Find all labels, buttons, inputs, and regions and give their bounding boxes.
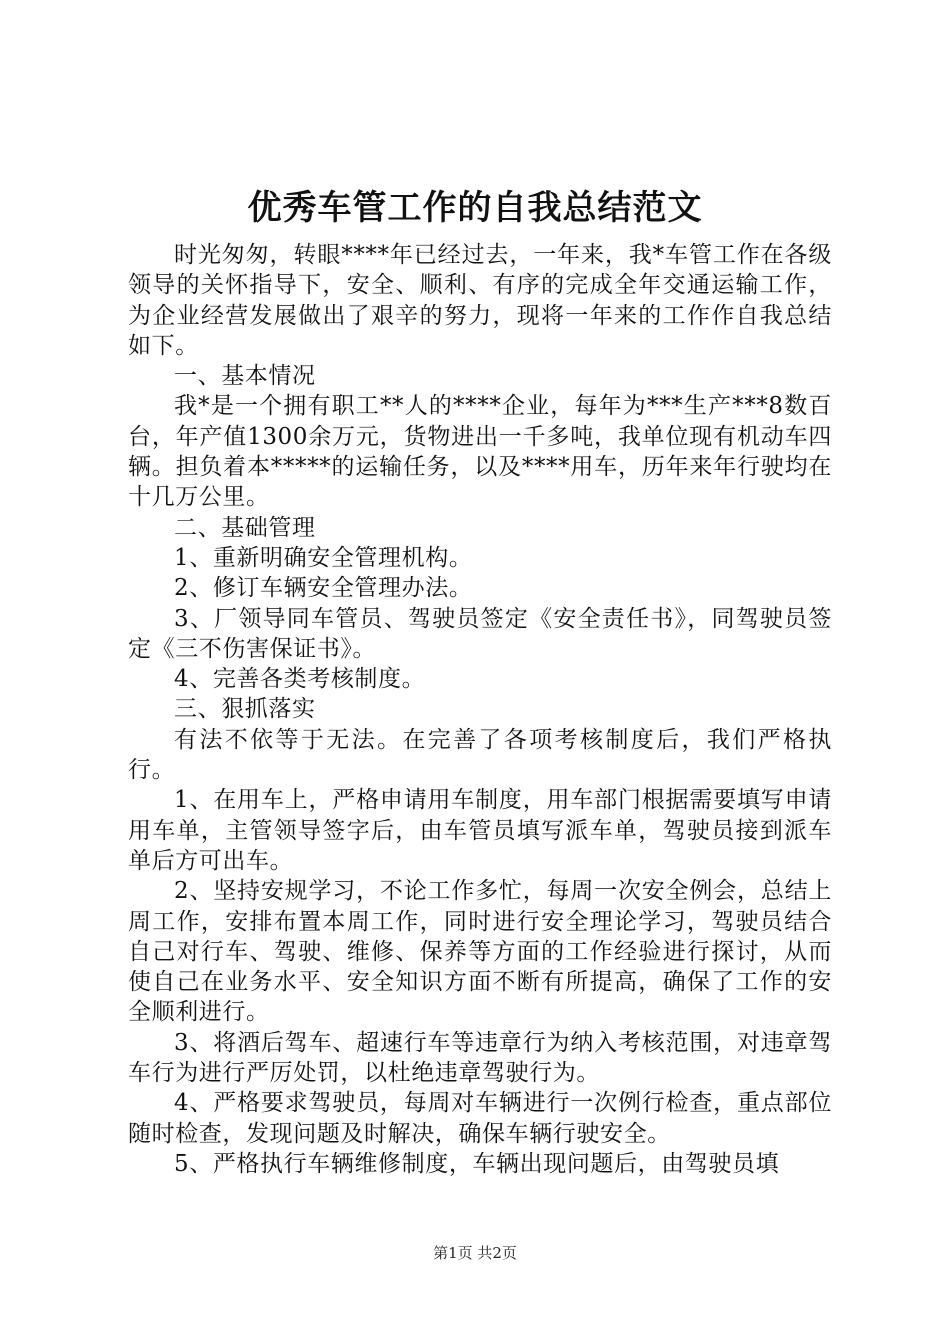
document-title: 优秀车管工作的自我总结范文 [247, 188, 703, 228]
paragraph-basic-situation: 我*是一个拥有职工**人的****企业，每年为***生产***8数百台，年产值1300余万元，货物进出一千多吨，我单位现有机动车四辆。担负着本*****的运输任务，以及****用车，历年来年行驶均在十几万公里。 [128, 393, 832, 511]
heading-basic-situation: 一、基本情况 [174, 363, 316, 390]
heading-basic-management: 二、基础管理 [174, 514, 316, 541]
list-item: 4、严格要求驾驶员，每周对车辆进行一次例行检查，重点部位随时检查，发现问题及时解决，确保车辆行驶安全。 [128, 1090, 832, 1147]
list-item: 2、坚持安规学习，不论工作多忙，每周一次安全例会，总结上周工作，安排布置本周工作，同时进行安全理论学习，驾驶员结合自己对行车、驾驶、维修、保养等方面的工作经验进行探讨，从而使自己在业务水平、安全知识方面不断有所提高，确保了工作的安全顺利进行。 [128, 878, 832, 1026]
list-item: 1、在用车上，严格申请用车制度，用车部门根据需要填写申请用车单，主管领导签字后，由车管员填写派车单，驾驶员接到派车单后方可出车。 [128, 787, 832, 874]
list-item: 1、重新明确安全管理机构。 [174, 544, 473, 571]
list-item: 3、将酒后驾车、超速行车等违章行为纳入考核范围，对违章驾车行为进行严厉处罚，以杜绝违章驾驶行为。 [128, 1029, 832, 1087]
list-item: 2、修订车辆安全管理办法。 [174, 575, 473, 602]
document-body [128, 240, 832, 1179]
heading-implementation: 三、狠抓落实 [174, 696, 316, 723]
paragraph-implementation: 有法不依等于无法。在完善了各项考核制度后，我们严格执行。 [128, 726, 832, 784]
list-item: 5、严格执行车辆维修制度，车辆出现问题后，由驾驶员填 [174, 1150, 780, 1177]
paragraph-intro: 时光匆匆，转眼****年已经过去，一年来，我*车管工作在各级领导的关怀指导下，安全、顺利、有序的完成全年交通运输工作，为企业经营发展做出了艰辛的努力，现将一年来的工作作自我总结如下。 [128, 242, 832, 359]
list-item: 4、完善各类考核制度。 [174, 666, 426, 693]
page-number: 第1页 共2页 [433, 1244, 517, 1262]
list-item: 3、厂领导同车管员、驾驶员签定《安全责任书》，同驾驶员签定《三不伤害保证书》。 [128, 605, 832, 662]
